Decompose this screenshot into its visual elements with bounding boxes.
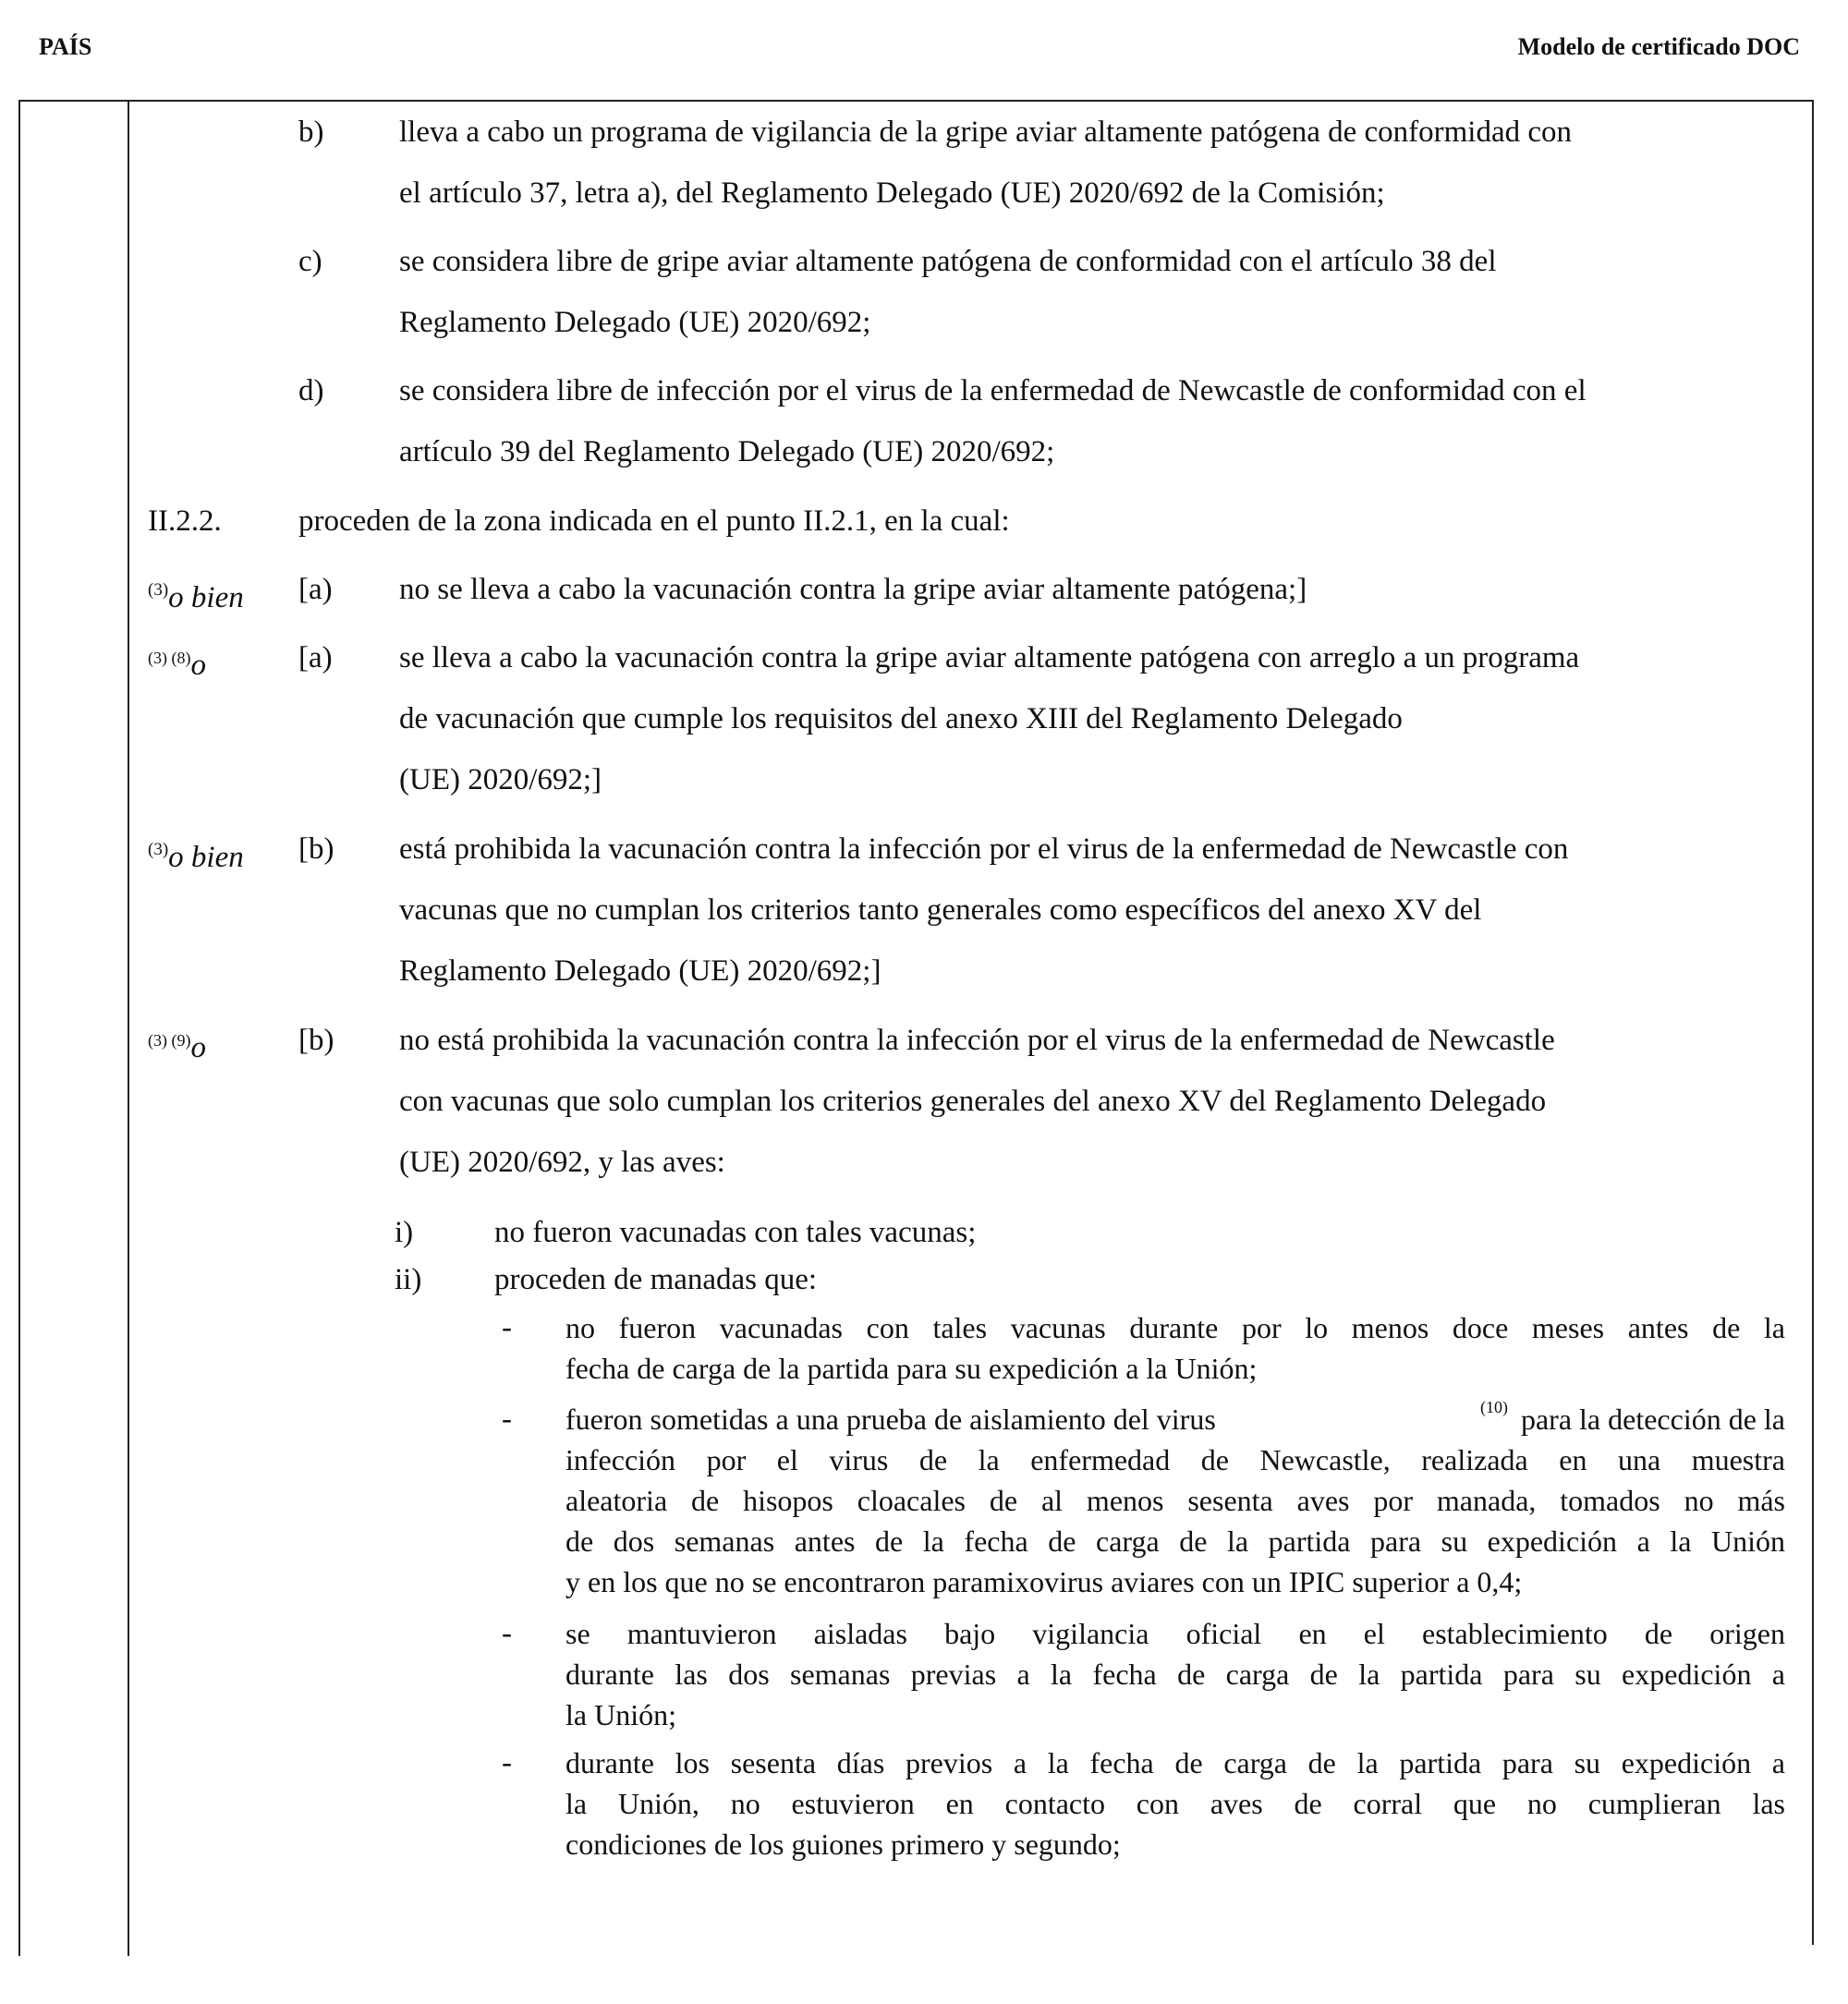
sub-i-text: no fueron vacunadas con tales vacunas;: [494, 1216, 977, 1249]
left-border: [18, 101, 20, 1956]
bullet-4-line-2: la Unión, no estuvieron en contacto con aves de corral que no cumplieran las: [565, 1787, 1785, 1820]
top-rule: [18, 100, 1814, 102]
option-2-label: [a): [298, 641, 333, 674]
option-1-prefix-text: o bien: [168, 581, 244, 614]
right-border: [1812, 101, 1814, 1945]
header-model-title: Modelo de certificado DOC: [1517, 33, 1800, 60]
bullet-1-dash: -: [502, 1311, 512, 1344]
bullet-2-line-2: infección por el virus de la enfermedad de Newcastle, realizada en una muestra: [565, 1443, 1785, 1476]
bullet-2-line-1b: para la detección de la: [1520, 1403, 1785, 1436]
bullet-4-line-3: condiciones de los guiones primero y segundo;: [565, 1828, 1121, 1861]
bullet-3-line-3: la Unión;: [565, 1698, 676, 1731]
bullet-3-line-2: durante las dos semanas previas a la fecha de carga de la partida para su expedición a: [565, 1658, 1785, 1691]
option-2-footnote: (3) (8): [148, 649, 191, 667]
option-4-line-2: con vacunas que solo cumplan los criterios generales del anexo XV del Reglamento Delegado: [399, 1085, 1547, 1118]
sub-ii-text: proceden de manadas que:: [494, 1263, 818, 1296]
option-4-prefix: [148, 1026, 206, 1063]
item-c-line-1: se considera libre de gripe aviar altamente patógena de conformidad con el artículo 38 del: [399, 245, 1497, 278]
option-4-footnote: (3) (9): [148, 1031, 191, 1050]
bullet-2-line-1-sup-wrap: [1480, 1399, 1785, 1439]
option-1-line-1: no se lleva a cabo la vacunación contra la gripe aviar altamente patógena;]: [399, 573, 1307, 606]
option-1-prefix: [148, 575, 244, 613]
sub-ii-label: ii): [395, 1263, 422, 1296]
bullet-1-line-1: no fueron vacunadas con tales vacunas durante por lo menos doce meses antes de la: [565, 1311, 1785, 1344]
option-2-prefix-text: o: [190, 649, 206, 682]
option-1-footnote: (3): [148, 580, 169, 600]
option-4-prefix-text: o: [190, 1031, 206, 1064]
bullet-2-line-5: y en los que no se encontraron paramixovirus aviares con un IPIC superior a 0,4;: [565, 1565, 1523, 1598]
option-2-line-3: (UE) 2020/692;]: [399, 763, 602, 796]
bullet-3-dash: -: [502, 1617, 512, 1650]
option-2-line-2: de vacunación que cumple los requisitos del anexo XIII del Reglamento Delegado: [399, 702, 1403, 735]
bullet-2-line-1: [565, 1399, 1785, 1439]
item-b-line-2: el artículo 37, letra a), del Reglamento Delegado (UE) 2020/692 de la Comisión;: [399, 176, 1385, 210]
item-b-label: b): [298, 115, 324, 149]
item-d-label: d): [298, 374, 324, 407]
item-c-label: c): [298, 245, 322, 278]
bullet-4-line-1: durante los sesenta días previos a la fecha de carga de la partida para su expedición a: [565, 1746, 1785, 1779]
item-b-line-1: lleva a cabo un programa de vigilancia de la gripe aviar altamente patógena de conformidad con: [399, 115, 1573, 149]
option-3-prefix: [148, 834, 244, 873]
option-4-line-3: (UE) 2020/692, y las aves:: [399, 1146, 725, 1179]
option-3-prefix-text: o bien: [168, 841, 244, 874]
option-4-label: [b): [298, 1024, 334, 1057]
sub-i-label: i): [395, 1216, 414, 1249]
bullet-4-dash: -: [502, 1746, 512, 1779]
column-divider: [128, 101, 129, 1956]
header-country: PAÍS: [39, 33, 92, 60]
bullet-2-line-3: aleatoria de hisopos cloacales de al menos sesenta aves por manada, tomados no más: [565, 1484, 1785, 1517]
option-2-line-1: se lleva a cabo la vacunación contra la gripe aviar altamente patógena con arreglo a un programa: [399, 641, 1580, 674]
item-c-line-2: Reglamento Delegado (UE) 2020/692;: [399, 306, 871, 339]
item-d-line-1: se considera libre de infección por el virus de la enfermedad de Newcastle de conformidad con el: [399, 374, 1587, 407]
bullet-3-line-1: se mantuvieron aisladas bajo vigilancia oficial en el establecimiento de origen: [565, 1617, 1785, 1650]
option-3-line-3: Reglamento Delegado (UE) 2020/692;]: [399, 954, 881, 988]
option-2-prefix: [148, 643, 206, 681]
section-number: II.2.2.: [148, 504, 222, 538]
bullet-2-dash: -: [502, 1403, 512, 1436]
bullet-2-line-4: de dos semanas antes de la fecha de carga de la partida para su expedición a la Unión: [565, 1524, 1785, 1558]
option-3-footnote: (3): [148, 840, 169, 859]
bullet-1-line-2: fecha de carga de la partida para su expedición a la Unión;: [565, 1352, 1258, 1385]
section-text: proceden de la zona indicada en el punto II.2.1, en la cual:: [298, 504, 1010, 538]
option-3-label: [b): [298, 832, 334, 866]
option-3-line-2: vacunas que no cumplan los criterios tanto generales como específicos del anexo XV del: [399, 893, 1482, 927]
item-d-line-2: artículo 39 del Reglamento Delegado (UE) 2020/692;: [399, 435, 1055, 468]
option-3-line-1: está prohibida la vacunación contra la infección por el virus de la enfermedad de Newcastle con: [399, 832, 1569, 866]
bullet-2-footnote: (10): [1479, 1398, 1508, 1416]
option-1-label: [a): [298, 573, 333, 606]
bullet-2-line-1a: fueron sometidas a una prueba de aislamiento del virus: [565, 1403, 1216, 1436]
option-4-line-1: no está prohibida la vacunación contra la infección por el virus de la enfermedad de Newcastle: [399, 1024, 1555, 1057]
